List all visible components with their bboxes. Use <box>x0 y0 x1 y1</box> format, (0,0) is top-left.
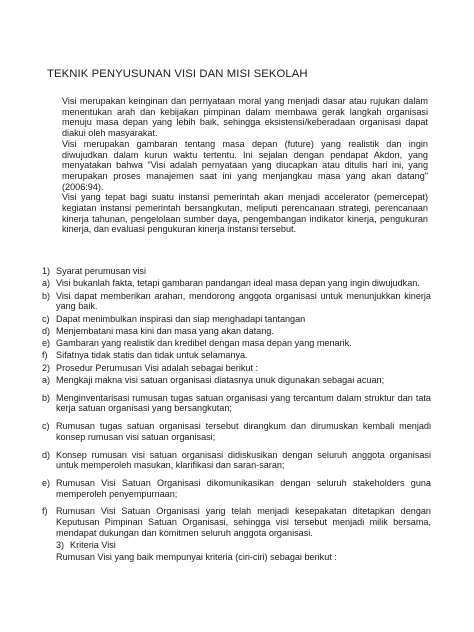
item-text: Rumusan Visi Satuan Organisasi yang telah menjadi kesepakatan ditetapkan dengan Keputusan Pimpinan Satuan Organisasi, sehingga visi tersebut menjadi milik bersama, mendapat dukungan dan komitmen seluruh anggota organisasi. <box>56 506 431 538</box>
item-text: Gambaran yang realistik dan kredibel dengan masa depan yang menarik. <box>56 338 352 349</box>
section-title: Kriteria Visi <box>70 540 116 551</box>
document-title: TEKNIK PENYUSUNAN VISI DAN MISI SEKOLAH <box>47 68 308 80</box>
item-marker: e) <box>42 338 51 349</box>
list-item <box>42 314 431 325</box>
intro-text <box>62 96 428 235</box>
section-marker: 3) <box>56 540 65 551</box>
list-item <box>42 350 431 361</box>
item-text: Visi dapat memberikan arahan, mendorong anggota organisasi untuk menunjukkan kinerja yang baik. <box>56 290 431 312</box>
item-text: Menginventarisasi rumusan tugas satuan organisasi yang tercantum dalam struktur dan tata kerja satuan organisasi yang bersangkutan; <box>56 392 431 414</box>
item-text: Dapat menimbulkan inspirasi dan siap menghadapi tantangan <box>56 313 306 324</box>
list-item <box>42 326 431 337</box>
item-text: Konsep rumusan visi satuan organisasi didiskusikan dengan seluruh anggota organisasi untuk memperoleh masukan, klarifikasi dan saran-saran; <box>56 449 431 471</box>
list-item <box>42 478 431 499</box>
list-item <box>42 375 431 386</box>
section-title: Syarat perumusan visi <box>56 266 146 276</box>
item-marker: c) <box>42 421 50 432</box>
item-text: Sifatnya tidak statis dan tidak untuk selamanya. <box>56 350 248 361</box>
item-marker: a) <box>42 375 51 386</box>
intro-paragraph: Visi merupakan gambaran tentang masa depan (future) yang realistik dan ingin diwujudkan dalam kurun waktu tertentu. Ini sejalan dengan pendapat Akdon, yang menyatakan bahwa "Visi adalah pernyataan yang diucapkan atau ditulis hari ini, yang merupakan proses manajemen saat ini yang menjangkau masa yang akan datang" (2006:94). <box>62 138 428 192</box>
list-item <box>42 421 431 442</box>
intro-paragraph: Visi yang tepat bagi suatu instansi pemerintah akan menjadi accelerator (pemercepat) kegiatan instansi pemerintah bersangkutan, meliputi perencanaan strategi, perencanaan kinerja tahunan, pengelolaan sumber daya, pengembangan indikator kinerja, pengukuran kinerja, dan evaluasi pengukuran kinerja instansi tersebut. <box>62 192 428 235</box>
list-item <box>42 291 431 312</box>
item-marker: f) <box>42 506 48 517</box>
list-item <box>42 506 431 538</box>
intro-paragraph: Visi merupakan keinginan dan pernyataan moral yang menjadi dasar atau rujukan dalam menentukan arah dan kebijakan pimpinan dalam membawa gerak langkah organisasi menuju masa depan yang lebih baik, sehingga eksistensi/keberadaan organisasi dapat diakui oleh masyarakat. <box>62 96 428 139</box>
list-item <box>42 278 431 289</box>
item-text: Menjembatani masa kini dan masa yang akan datang. <box>56 325 274 336</box>
section-heading-1 <box>42 266 431 277</box>
item-marker: b) <box>42 290 51 301</box>
item-text: Visi bukanlah fakta, tetapi gambaran pandangan ideal masa depan yang ingin diwujudkan. <box>56 278 420 289</box>
item-text: Mengkaji makna visi satuan organisasi diatasnya unuk digunakan sebagai acuan; <box>56 375 385 386</box>
item-marker: d) <box>42 325 51 336</box>
item-marker: d) <box>42 449 51 460</box>
item-marker: b) <box>42 392 51 403</box>
section-title: Prosedur Perumusan Visi adalah sebagai berikut : <box>56 362 259 373</box>
list-item <box>42 393 431 414</box>
section-heading-2 <box>42 363 431 374</box>
section-text: Rumusan Visi yang baik mempunyai kriteria (ciri-ciri) sebagai berikut : <box>56 552 337 563</box>
section-heading-3 <box>42 540 431 551</box>
list-item <box>42 450 431 471</box>
section-marker: 1) <box>42 266 51 276</box>
item-marker: a) <box>42 278 51 289</box>
item-marker: f) <box>42 350 48 361</box>
item-text: Rumusan tugas satuan organisasi tersebut dirangkum dan dirumuskan kembali menjadi konsep rumusan visi satuan organisasi; <box>56 421 431 442</box>
item-text: Rumusan Visi Satuan Organisasi dikomunikasikan dengan seluruh stakeholders guna memperoleh penyempurnaan; <box>56 478 431 499</box>
section-marker: 2) <box>42 362 51 373</box>
item-marker: c) <box>42 313 50 324</box>
list-item <box>42 338 431 349</box>
item-marker: e) <box>42 478 51 488</box>
document-list <box>42 266 431 563</box>
